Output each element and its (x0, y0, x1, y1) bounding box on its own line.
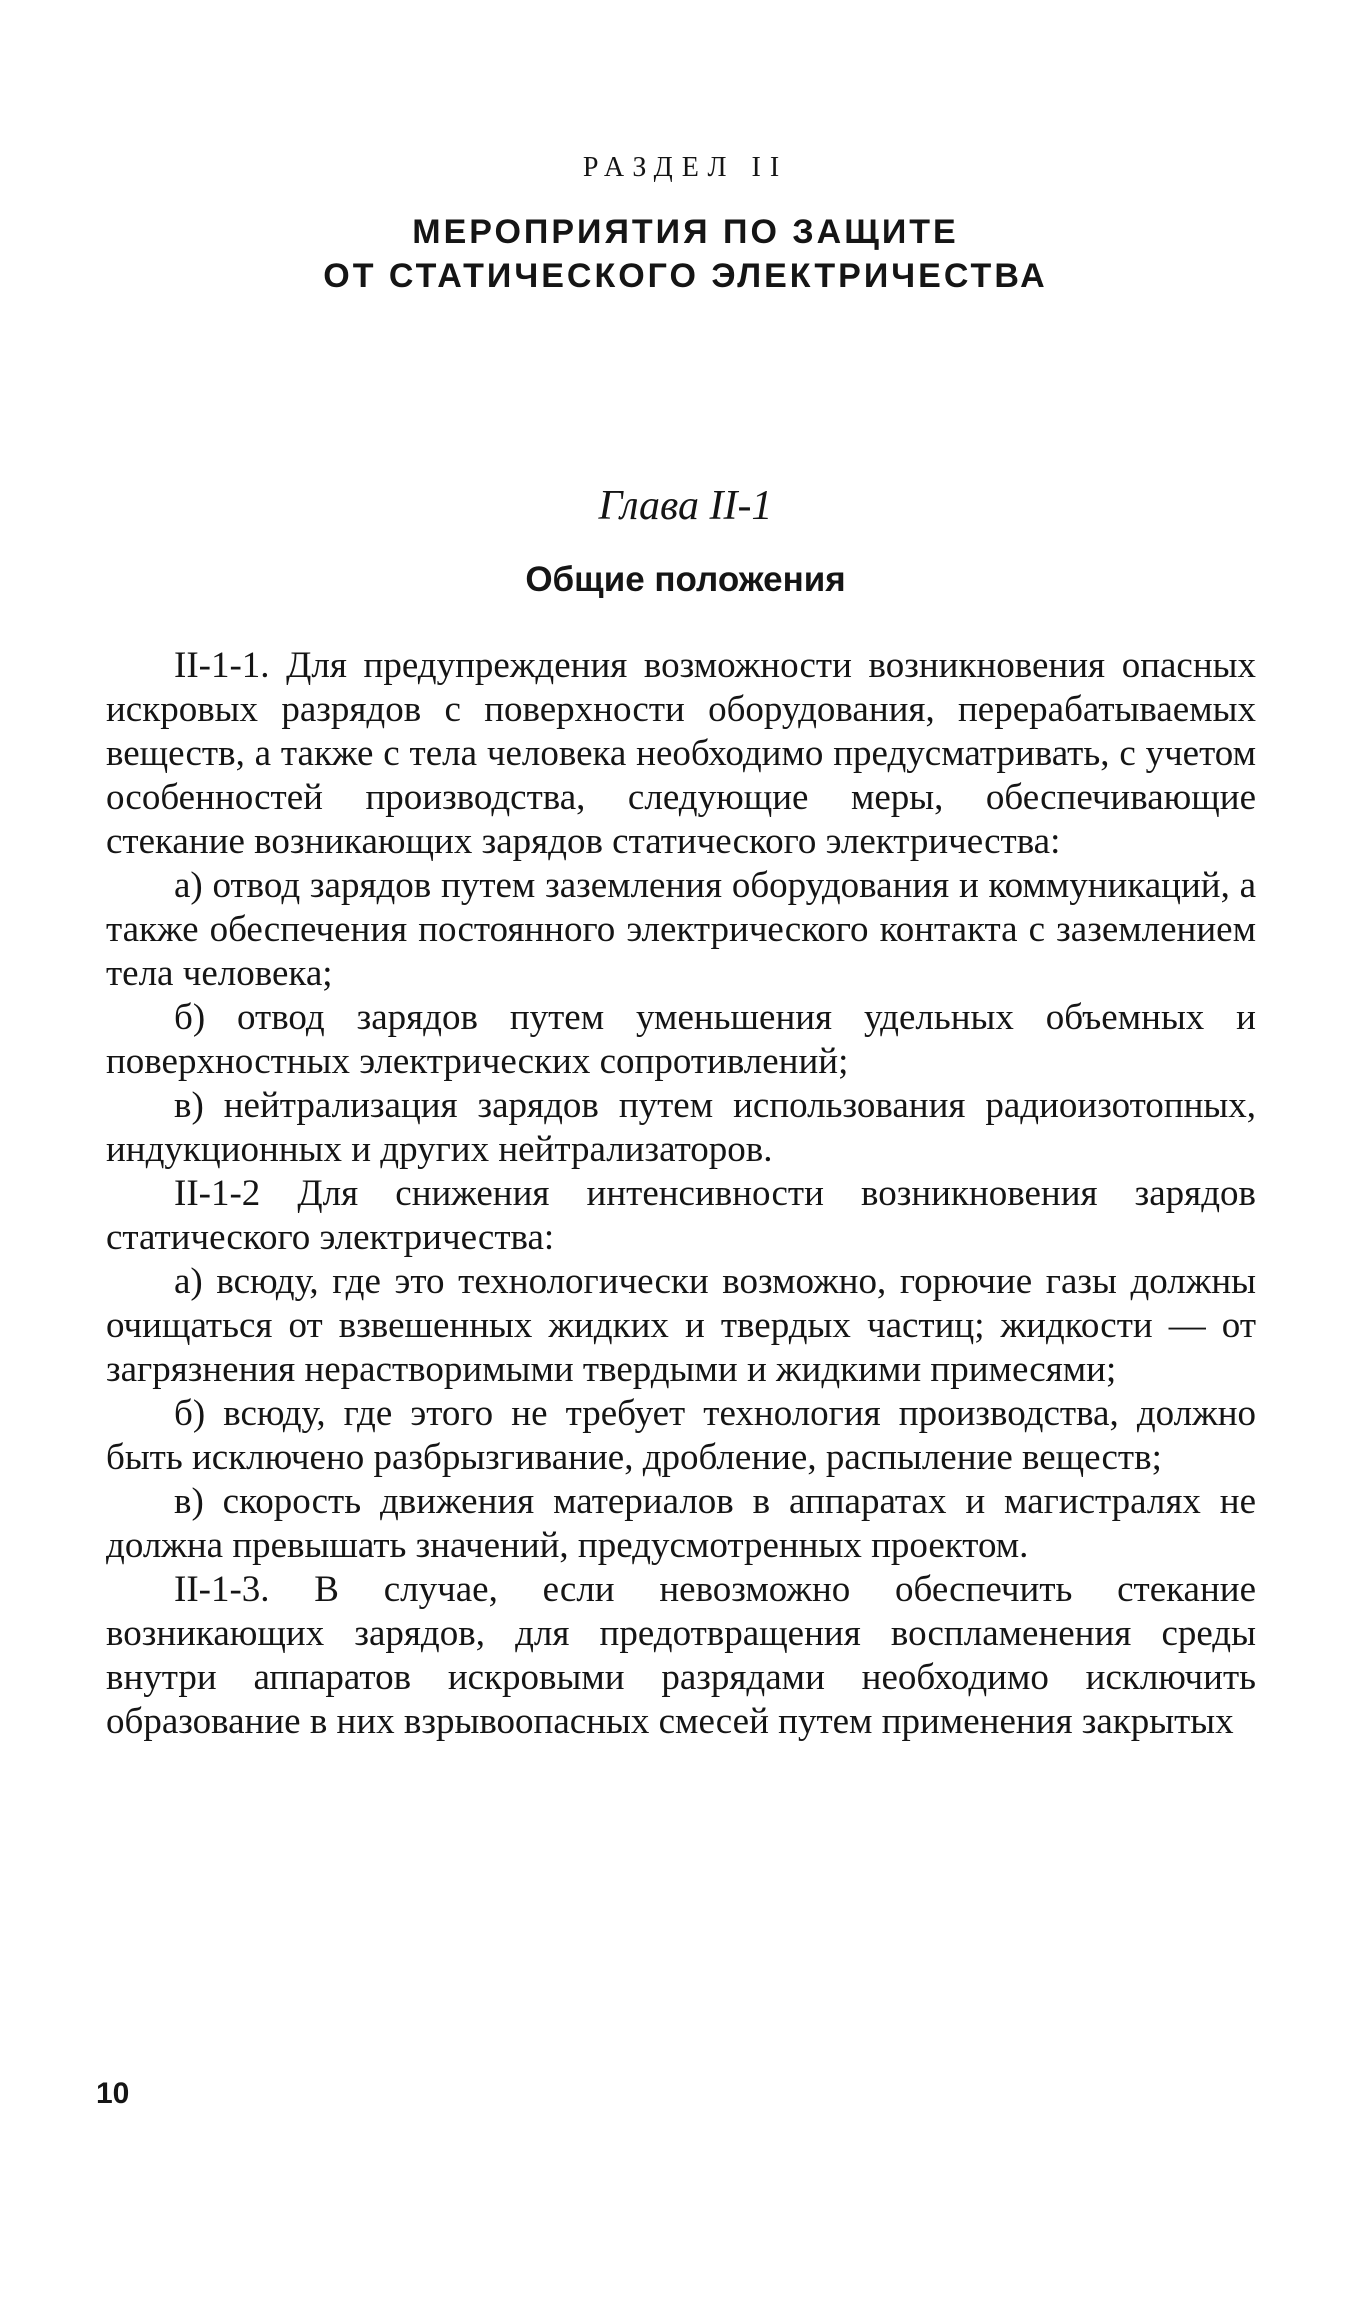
page-number: 10 (96, 2077, 130, 2110)
paragraph-ii-1-3: II-1-3. В случае, если невозможно обеспечить стекание возникающих зарядов, для предотвращения воспламенения среды внутри аппаратов искровыми разрядами необходимо исключить образование в них взрывоопасных смесей путем применения закрытых (106, 1569, 1256, 1742)
body-text (106, 644, 1256, 1744)
section-title-line-1: МЕРОПРИЯТИЯ ПО ЗАЩИТЕ (412, 213, 959, 251)
paragraph-ii-1-2-a: а) всюду, где это технологически возможно, горючие газы должны очищаться от взвешенных жидких и твердых частиц; жидкости — от загрязнения нерастворимыми твердыми и жидкими примесями; (106, 1261, 1256, 1390)
paragraph-ii-1-2: II-1-2 Для снижения интенсивности возникновения зарядов статического электричества: (106, 1173, 1256, 1258)
paragraph-ii-1-1-a: а) отвод зарядов путем заземления оборудования и коммуникаций, а также обеспечения постоянного электрического контакта с заземлением тела человека; (106, 865, 1256, 994)
paragraph-ii-1-2-b: б) всюду, где этого не требует технология производства, должно быть исключено разбрызгивание, дробление, распыление веществ; (106, 1393, 1256, 1478)
section-label: РАЗДЕЛ II (582, 152, 789, 183)
chapter-title: Общие положения (525, 560, 846, 599)
paragraph-ii-1-1-v: в) нейтрализация зарядов путем использования радиоизотопных, индукционных и других нейтрализаторов. (106, 1085, 1256, 1170)
paragraph-ii-1-1: II-1-1. Для предупреждения возможности возникновения опасных искровых разрядов с поверхности оборудования, перерабатываемых веществ, а также с тела человека необходимо предусматривать, с учетом особенностей производства, следующие меры, обеспечивающие стекание возникающих зарядов статического электричества: (106, 645, 1256, 862)
paragraph-ii-1-2-v: в) скорость движения материалов в аппаратах и магистралях не должна превышать значений, предусмотренных проектом. (106, 1481, 1256, 1566)
section-title-line-2: ОТ СТАТИЧЕСКОГО ЭЛЕКТРИЧЕСТВА (323, 257, 1048, 295)
chapter-label: Глава II-1 (598, 483, 773, 529)
paragraph-ii-1-1-b: б) отвод зарядов путем уменьшения удельных объемных и поверхностных электрических сопротивлений; (106, 997, 1256, 1082)
section-title (0, 210, 1371, 298)
